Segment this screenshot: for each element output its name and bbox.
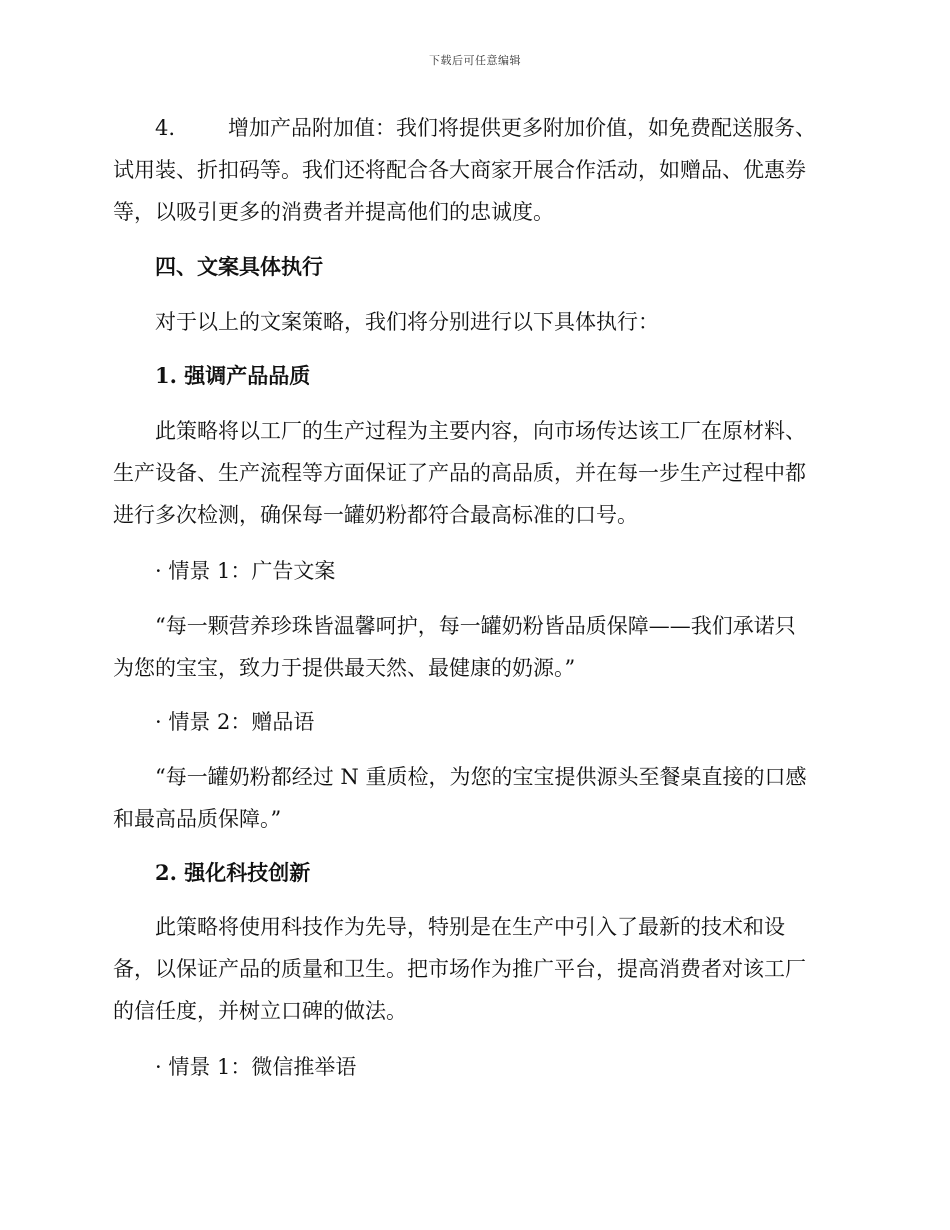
page-header-note: 下载后可任意编辑 bbox=[429, 54, 521, 67]
section-4-heading: 四、文案具体执行 bbox=[155, 254, 323, 279]
paragraph-line: 进行多次检测，确保每一罐奶粉都符合最高标准的口号。 bbox=[113, 503, 638, 527]
strategy-1-paragraph bbox=[113, 410, 835, 536]
strategy-2-heading-block bbox=[113, 852, 835, 894]
item-4-paragraph bbox=[113, 107, 835, 233]
scene-1-label-block bbox=[113, 550, 835, 592]
item-4-first-line bbox=[113, 107, 835, 149]
paragraph-line: 备，以保证产品的质量和卫生。把市场作为推广平台，提高消费者对该工厂 bbox=[113, 957, 806, 981]
scene-2-quote bbox=[113, 756, 835, 840]
strategy-2-heading: 2. 强化科技创新 bbox=[155, 860, 311, 885]
paragraph-line: 等，以吸引更多的消费者并提高他们的忠诚度。 bbox=[113, 200, 554, 224]
scene-2-label-block bbox=[113, 701, 835, 743]
strategy-1-heading-block bbox=[113, 355, 835, 397]
paragraph-line: 试用装、折扣码等。我们还将配合各大商家开展合作活动，如赠品、优惠券 bbox=[113, 158, 806, 182]
section-heading bbox=[113, 246, 835, 288]
quote-line: 为您的宝宝，致力于提供最天然、最健康的奶源。” bbox=[113, 656, 576, 680]
paragraph-line: 增加产品附加值：我们将提供更多附加价值，如免费配送服务、 bbox=[228, 116, 817, 140]
scene-1-label: · 情景 1：广告文案 bbox=[155, 559, 336, 583]
strategy-2-paragraph bbox=[113, 906, 835, 1032]
strategy-2-scene-1-label-block bbox=[113, 1046, 835, 1088]
strategy-1-heading: 1. 强调产品品质 bbox=[155, 363, 311, 388]
quote-line: “每一颗营养珍珠皆温馨呵护，每一罐奶粉皆品质保障——我们承诺只 bbox=[155, 614, 796, 638]
scene-2-label: · 情景 2：赠品语 bbox=[155, 710, 315, 734]
paragraph-line: 此策略将以工厂的生产过程为主要内容，向市场传达该工厂在原材料、 bbox=[155, 419, 806, 443]
intro-line: 对于以上的文案策略，我们将分别进行以下具体执行： bbox=[155, 310, 659, 334]
intro-paragraph bbox=[113, 301, 835, 343]
scene-1-quote bbox=[113, 605, 835, 689]
strategy-2-scene-1-label: · 情景 1：微信推举语 bbox=[155, 1055, 357, 1079]
quote-line: “每一罐奶粉都经过 N 重质检，为您的宝宝提供源头至餐桌直接的口感 bbox=[155, 765, 807, 789]
paragraph-line: 的信任度，并树立口碑的做法。 bbox=[113, 999, 407, 1023]
paragraph-line: 此策略将使用科技作为先导，特别是在生产中引入了最新的技术和设 bbox=[155, 915, 785, 939]
paragraph-line: 生产设备、生产流程等方面保证了产品的高品质，并在每一步生产过程中都 bbox=[113, 461, 806, 485]
quote-line: 和最高品质保障。” bbox=[113, 807, 282, 831]
item-number: 4. bbox=[155, 116, 176, 140]
